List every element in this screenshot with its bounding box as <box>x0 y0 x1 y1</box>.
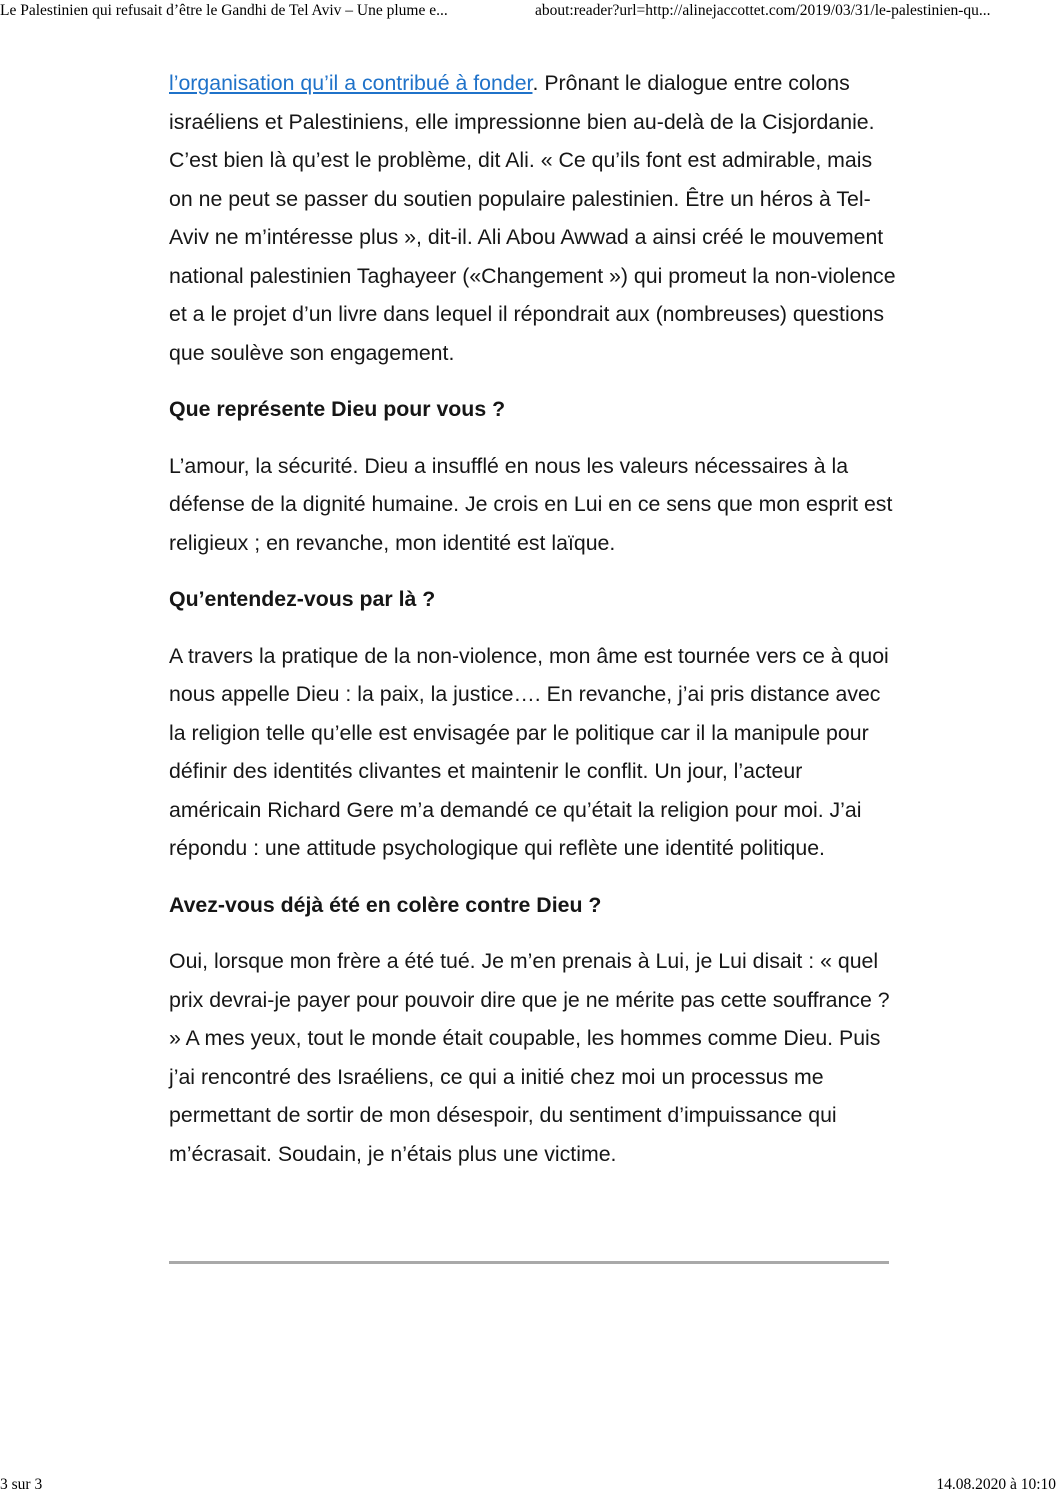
print-datetime: 14.08.2020 à 10:10 <box>936 1476 1056 1493</box>
print-header <box>0 0 1058 24</box>
answer-paragraph-2: A travers la pratique de la non-violence, mon âme est tournée vers ce à quoi nous appelle Dieu : la paix, la justice…. En revanche, j’ai pris distance avec la religion telle qu’elle est envisagée par le politique car il la manipule pour définir des identités clivantes et maintenir le conflit. Un jour, l’acteur américain Richard Gere m’a demandé ce qu’était la religion pour moi. J’ai répondu : une attitude psychologique qui reflète une identité politique. <box>169 643 889 860</box>
page-number: 3 sur 3 <box>0 1476 43 1493</box>
question-heading-1: Que représente Dieu pour vous ? <box>169 397 506 421</box>
article-end-divider <box>169 1261 889 1264</box>
paragraph-intro <box>169 64 899 372</box>
print-footer <box>0 1474 1058 1496</box>
question-heading-2: Qu’entendez-vous par là ? <box>169 587 436 611</box>
print-header-url: about:reader?url=http://alinejaccottet.com/2019/03/31/le-palestinien-qu... <box>535 2 991 19</box>
question-heading-3: Avez-vous déjà été en colère contre Dieu ? <box>169 892 602 917</box>
paragraph-intro-text: . Prônant le dialogue entre colons israéliens et Palestiniens, elle impressionne bien au-delà de la Cisjordanie. C’est bien là qu’est le problème, dit Ali. « Ce qu’ils font est admirable, mais on ne peut se passer du soutien populaire palestinien. Être un héros à Tel-Aviv ne m’intéresse plus », dit-il. Ali Abou Awwad a ainsi créé le mouvement national palestinien Taghayeer («Changement ») qui promeut la non-violence et a le projet d’un livre dans lequel il répondrait aux (nombreuses) questions que soulève son engagement. <box>169 71 896 365</box>
answer-paragraph-1: L’amour, la sécurité. Dieu a insufflé en nous les valeurs nécessaires à la défense de la dignité humaine. Je crois en Lui en ce sens que mon esprit est religieux ; en revanche, mon identité est laïque. <box>169 453 893 555</box>
article-body <box>169 64 899 1191</box>
organisation-link[interactable]: l’organisation qu’il a contribué à fonder <box>169 71 533 95</box>
answer-paragraph-3: Oui, lorsque mon frère a été tué. Je m’en prenais à Lui, je Lui disait : « quel prix devrai-je payer pour pouvoir dire que je ne mérite pas cette souffrance ? » A mes yeux, tout le monde était coupable, les hommes comme Dieu. Puis j’ai rencontré des Israéliens, ce qui a initié chez moi un processus me permettant de sortir de mon désespoir, du sentiment d’impuissance qui m’écrasait. Soudain, je n’étais plus une victime. <box>169 949 890 1166</box>
print-header-title: Le Palestinien qui refusait d’être le Gandhi de Tel Aviv – Une plume e... <box>0 2 448 19</box>
